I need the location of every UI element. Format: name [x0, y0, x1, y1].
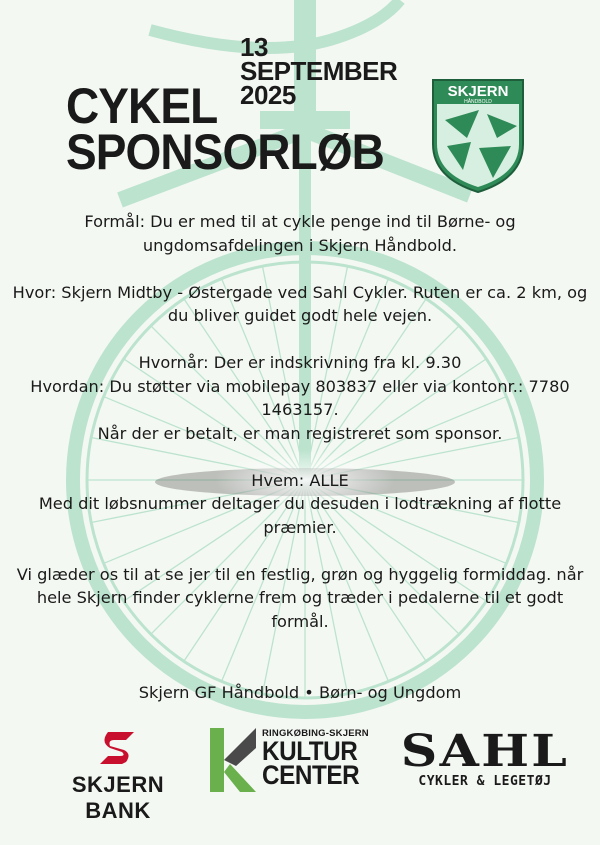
closing-text: Vi glæder os til at se jer til en festlig, grøn og hyggelig formiddag. når hele Skjern finder cyklerne frem og træder i pedalerne til et godt formål. — [16, 564, 584, 631]
club-logo-sub: HÅNDBOLD — [464, 99, 492, 105]
when-text: Hvornår: Der er indskrivning fra kl. 9.30 — [138, 353, 462, 372]
skjern-handbold-logo — [427, 74, 529, 196]
how-text: Hvordan: Du støtter via mobilepay 803837 eller via kontonr.: 7780 1463157. — [30, 376, 570, 419]
sahl-name: SAHL — [400, 726, 570, 777]
kultur-center-k-icon — [210, 726, 260, 794]
organizer-line: Skjern GF Håndbold • Børn- og Ungdom — [138, 683, 462, 702]
kultur-center-logo — [210, 726, 388, 796]
kultur-center-region: RINGKØBING-SKJERN — [262, 728, 369, 739]
date-day: 13 — [240, 32, 268, 62]
lottery-text: Med dit løbsnummer deltager du desuden i lodtrækning af flotte præmier. — [38, 494, 562, 537]
where-text: Hvor: Skjern Midtby - Østergade ved Sahl Cykler. Ruten er ca. 2 km, og du bliver guidet godt hele vejen. — [12, 282, 588, 325]
skjern-bank-mark-icon — [38, 730, 198, 766]
flyer-body — [8, 210, 592, 633]
skjern-bank-name: SKJERN BANK — [71, 772, 165, 823]
date-year: 2025 — [240, 80, 296, 110]
date-month: SEPTEMBER — [240, 56, 398, 86]
paid-text: Når der er betalt, er man registreret som sponsor. — [97, 423, 503, 443]
title-line-1: CYKEL — [66, 78, 218, 134]
purpose-text: Formål: Du er med til at cykle penge ind til Børne- og ungdomsafdelingen i Skjern Håndbold. — [84, 212, 516, 255]
who-text: Hvem: ALLE — [251, 470, 349, 490]
sahl-logo — [395, 726, 575, 789]
club-logo-name: SKJERN — [447, 83, 509, 100]
sahl-tagline: CYKLER & LEGETØJ — [418, 774, 552, 789]
event-date — [240, 32, 398, 110]
kultur-center-line-2: CENTER — [262, 760, 360, 790]
skjern-bank-logo — [38, 730, 198, 824]
kultur-center-line-1: KULTUR — [262, 736, 358, 766]
title-line-2: SPONSORLØB — [66, 124, 384, 180]
